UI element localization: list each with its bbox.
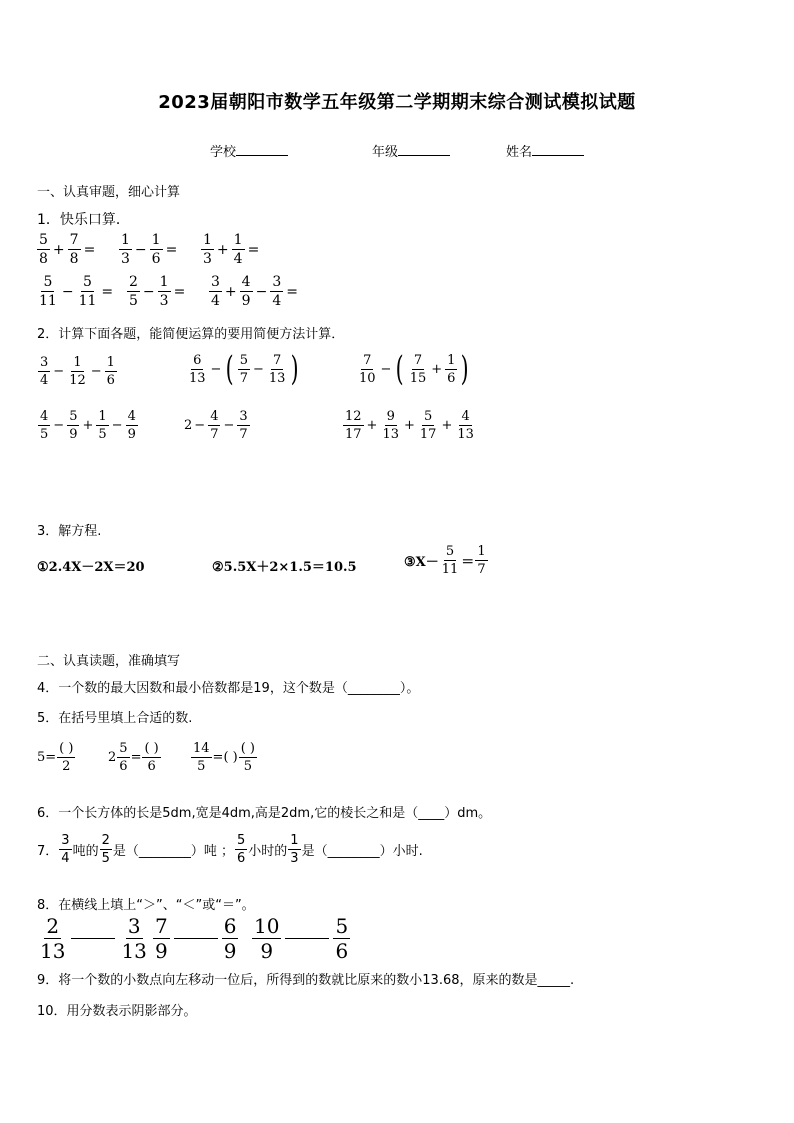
q2-expr-4: $\frac{4}{5}$ − $\frac{5}{9}$ + $\frac{1}{5}$ − $\frac{4}{9}$ <box>40 409 136 442</box>
grade-blank[interactable] <box>398 143 450 156</box>
q8-blank-3[interactable] <box>285 938 329 939</box>
q5-item-1: 5= $\frac{( )}{2}$ <box>37 741 74 774</box>
q3-equation-3: ③X－ $\frac{5}{11}$ ＝ $\frac{1}{7}$ <box>404 544 486 577</box>
q1-expr-3: $\frac{1}{3}$ + $\frac{1}{4}$ = <box>203 232 260 267</box>
school-blank[interactable] <box>236 143 288 156</box>
grade-label: 年级 <box>372 145 399 160</box>
q5-item-2: 2 $\frac{5}{6}$ = $\frac{( )}{6}$ <box>108 741 159 774</box>
q1-expr-6: $\frac{3}{4}$ + $\frac{4}{9}$ − $\frac{3}{4}$ = <box>211 274 298 309</box>
q8-compare-1: $\frac{2}{13}$ $\frac{3}{13}$ <box>40 914 147 963</box>
q3-equation-1: ①2.4X－2X＝20 <box>37 560 145 575</box>
q2-expr-5: 2 − $\frac{4}{7}$ − $\frac{3}{7}$ <box>184 409 248 442</box>
q10-text: 10．用分数表示阴影部分。 <box>37 1004 197 1019</box>
q6-text: 6．一个长方体的长是5dm,宽是4dm,高是2dm,它的棱长之和是（____）dm。 <box>37 806 492 821</box>
q5-item-3: $\frac{14}{5}$ =( ) $\frac{( )}{5}$ <box>193 741 255 774</box>
section-2-heading: 二、认真读题，准确填写 <box>37 654 181 669</box>
q2-expr-3: $\frac{7}{10}$ − ( $\frac{7}{15}$ + $\frac{1}{6}$ ) <box>359 349 470 389</box>
q2-expr-2: $\frac{6}{13}$ − ( $\frac{5}{7}$ − $\frac{7}{13}$ ) <box>189 349 300 389</box>
q8-blank-1[interactable] <box>71 938 115 939</box>
q9-text: 9．将一个数的小数点向左移动一位后，所得到的数就比原来的数小13.68，原来的数是_____. <box>37 973 575 988</box>
q8-blank-2[interactable] <box>174 938 218 939</box>
page-title: 2023届朝阳市数学五年级第二学期期末综合测试模拟试题 <box>158 92 636 113</box>
q1-expr-4: $\frac{5}{11}$ − $\frac{5}{11}$ = <box>39 274 114 309</box>
q7-text: 7． $\frac{3}{4}$ 吨的 $\frac{2}{5}$ 是（________）吨 ； $\frac{5}{6}$ 小时的 $\frac{1}{3}$ 是（________）小时. <box>37 833 423 866</box>
q1-expr-2: $\frac{1}{3}$ − $\frac{1}{6}$ = <box>121 232 178 267</box>
name-label: 姓名 <box>506 145 533 160</box>
q2-expr-1: $\frac{3}{4}$ − $\frac{1}{12}$ − $\frac{1}{6}$ <box>40 355 115 388</box>
school-label: 学校 <box>210 145 237 160</box>
name-blank[interactable] <box>532 143 584 156</box>
section-1-heading: 一、认真审题，细心计算 <box>37 185 181 200</box>
q2-label: 2．计算下面各题，能简便运算的要用简便方法计算． <box>37 327 345 342</box>
q8-label: 8．在横线上填上“＞”、“＜”或“＝”。 <box>37 898 255 913</box>
q2-expr-6: $\frac{12}{17}$ + $\frac{9}{13}$ + $\frac{5}{17}$ + $\frac{4}{13}$ <box>345 409 474 442</box>
q5-label: 5．在括号里填上合适的数. <box>37 711 193 726</box>
q1-expr-5: $\frac{2}{5}$ − $\frac{1}{3}$ = <box>129 274 186 309</box>
q1-label: 1．快乐口算． <box>37 212 130 228</box>
school-field <box>210 141 288 160</box>
q8-compare-2: $\frac{7}{9}$ $\frac{6}{9}$ <box>155 914 237 963</box>
name-field <box>506 141 584 160</box>
q3-equation-2: ②5.5X＋2×1.5＝10.5 <box>212 560 357 575</box>
q8-compare-3: $\frac{10}{9}$ $\frac{5}{6}$ <box>254 914 349 963</box>
q1-expr-1: $\frac{5}{8}$ + $\frac{7}{8}$ = <box>39 232 96 267</box>
q3-label: 3．解方程. <box>37 524 102 539</box>
grade-field <box>372 141 450 160</box>
q4-text: 4．一个数的最大因数和最小倍数都是19，这个数是（________）。 <box>37 681 420 696</box>
